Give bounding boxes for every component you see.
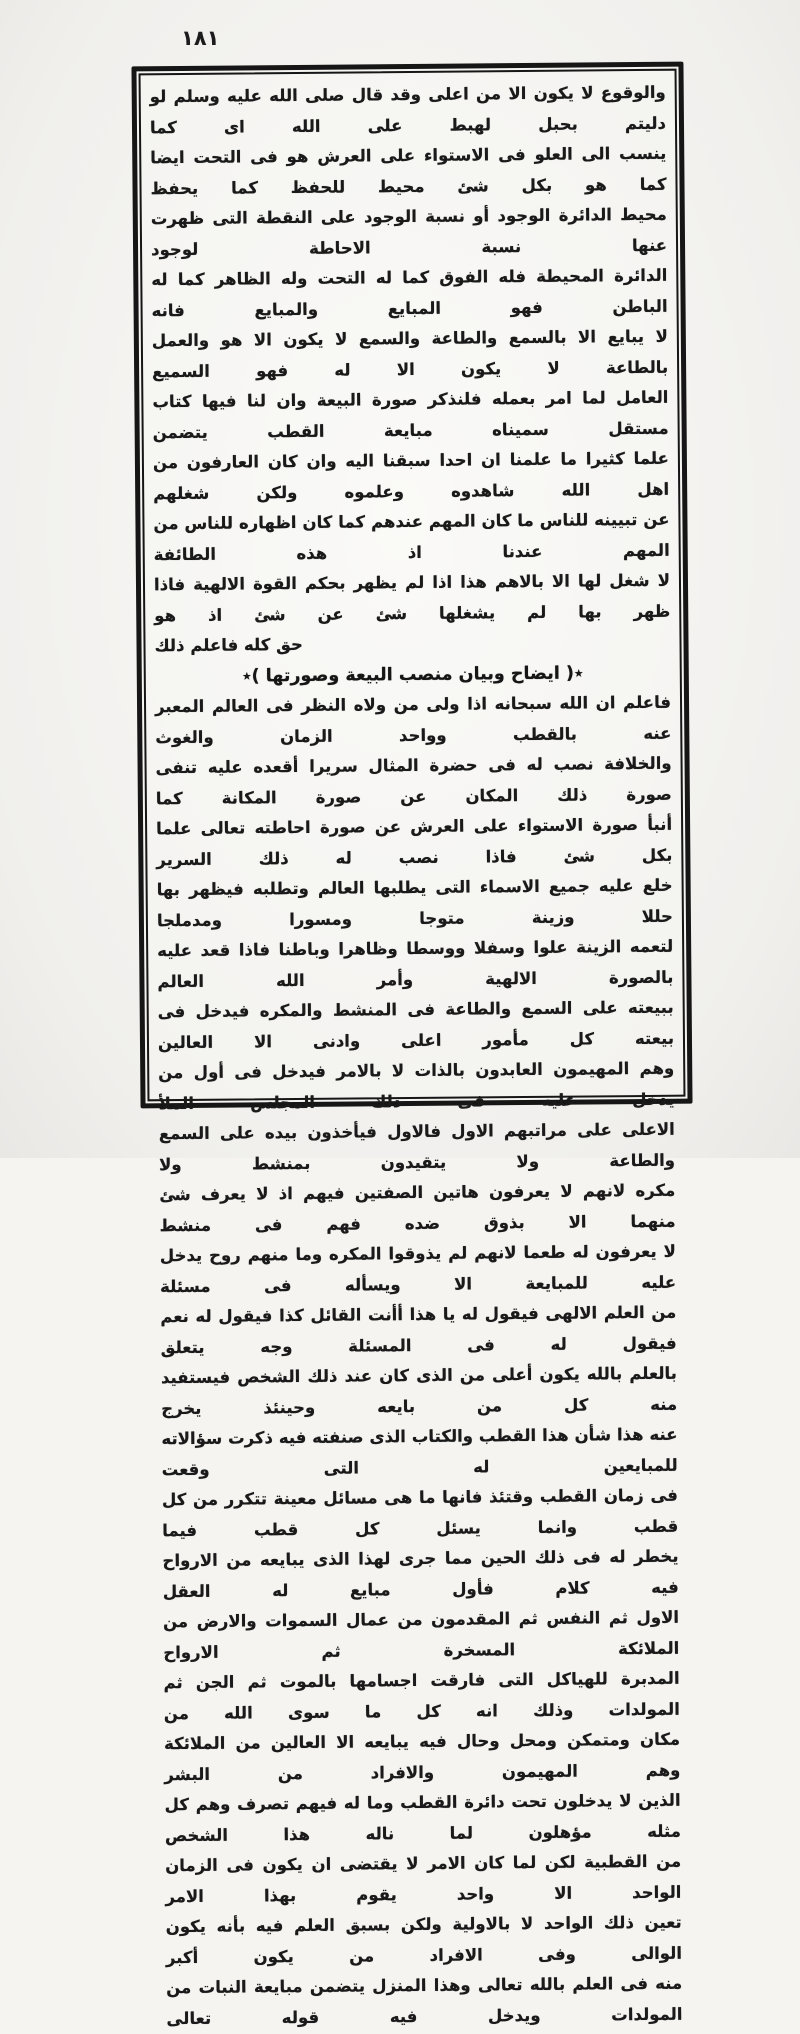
text-line: عن تبيينه للناس ما كان المهم عندهم كما كان اظهاره للناس من المهم عندنا اذ هذه الطائفة [153,509,670,564]
text-line: لا يبايع الا بالسمع والطاعة والسمع لا يكون الا هو والعمل بالطاعة لا يكون الا له فهو السميع [151,326,669,381]
text-line: ينسب الى العلو فى الاستواء على العرش هو فى التحت ايضا كما هو بكل شئ محيط للحفظ كما يحفظ [150,143,667,198]
text-frame-border [131,62,692,2028]
text-line: ببيعته على السمع والطاعة فى المنشط والمكره فيدخل فى بيعته كل مأمور اعلى وادنى الا العالين [157,997,675,1052]
text-line: مكان ومتمكن ومحل وحال فيه يبايعه الا العالين من الملائكة وهم المهيمون والافراد من البشر [164,1729,681,1784]
text-line: تعين ذلك الواحد لا بالاولية ولكن بسبق العلم فيه بأنه يكون الوالى وفى الافراد من يكون أكبر [165,1912,683,1967]
text-line: من العلم الالهى فيقول له يا هذا أأنت القائل كذا فيقول له نعم فيقول له فى المسئلة وجه يتعلق [160,1302,677,1357]
opening-paragraph-closing-line: حق كله فاعلم ذلك [154,634,303,656]
text-line: فاعلم ان الله سبحانه اذا ولى من ولاه النظر فى العالم المعبر عنه بالقطب وواحد الزمان والغوث [154,692,672,747]
text-line: منه فى العلم بالله تعالى وهذا المنزل يتضمن مبايعة النبات من المولدات ويدخل فيه قوله تعالى [166,1973,683,2028]
text-line: والخلافة نصب له فى حضرة المثال سريرا أقعده عليه تنفى صورة ذلك المكان عن صورة المكانة كما [155,753,672,808]
text-line: العامل لما امر بعمله فلنذكر صورة البيعة وان لنا فيها كتاب مستقل سميناه مبايعة القطب يتضمن [152,387,669,442]
text-line: المدبرة للهياكل التى فارقت اجسامها بالموت ثم الجن ثم المولدات وذلك انه كل ما سوى الله من [163,1668,680,1723]
text-line: بالعلم بالله يكون أعلى من الذى كان عند ذلك الشخص فيستفيد منه كل من بايعه وحينئذ يخرج [160,1363,678,1418]
text-line: لا شغل لها الا بالاهم هذا اذا لم يظهر بحكم القوة الالهية فاذا ظهر بها لم يشغلها شئ عن شئ اذ هو [153,570,671,625]
text-line: محيط الدائرة الوجود أو نسبة الوجود على النقطة التى ظهرت عنها نسبة الاحاطة لوجود [150,204,668,259]
text-line: خلع عليه جميع الاسماء التى يطلبها العالم وتطلبه فيظهر بها حللا وزينة متوجا ومسورا ومدملجا [156,875,673,930]
text-line: والوقوع لا يكون الا من اعلى وقد قال صلى الله عليه وسلم لو دليتم بحبل لهبط على الله اى كما [149,82,667,137]
text-line: وهم المهيمون العابدون بالذات لا بالامر فيدخل فى أول من يدخل عليه فى ذلك المجلس الملأ [158,1058,675,1113]
text-line: لتعمه الزينة علوا وسفلا ووسطا وظاهرا وباطنا فاذا قعد عليه بالصورة الالهية وأمر الله العالم [157,936,674,991]
text-line: مكره لانهم لا يعرفون هاتين الصفتين فيهم اذ لا يعرف شئ منهما الا بذوق ضده فهم فى منشط [159,1180,676,1235]
text-line: علما كثيرا ما علمنا ان احدا سبقنا اليه وان كان العارفون من اهل الله شاهدوه وعلموه ولكن شغلهم [152,448,670,503]
section-paragraph [155,688,683,2034]
text-frame-inner [139,69,686,2028]
opening-paragraph [150,78,671,631]
text-line: يخطر له فى ذلك الحين مما جرى لهذا الذى يبايعه من الارواح فيه كلام فأول مبايع له العقل [162,1546,679,1601]
text-line: الدائرة المحيطة فله الفوق كما له التحت وله الظاهر كما له الباطن فهو المبايع والمبايع فانه [151,265,668,320]
page-number: ١٨١ [181,26,220,50]
section-heading: ٭( ايضاح وبيان منصب البيعة وصورتها )٭ [242,663,584,686]
text-line: أنبأ صورة الاستواء على العرش عن صورة احاطته تعالى علما بكل شئ فاذا نصب له ذلك السرير [156,814,673,869]
text-line: الاول ثم النفس ثم المقدمون من عمال السموات والارض من الملائكة المسخرة ثم الارواح [162,1607,680,1662]
text-line: لا يعرفون له طعما لانهم لم يذوقوا المكره وما منهم روح يدخل عليه للمبايعة الا ويسأله فى مسئلة [159,1241,677,1296]
text-line: الذين لا يدخلون تحت دائرة القطب وما له فيهم تصرف وهم كل مثله مؤهلون لما ناله هذا الشخص [164,1790,681,1845]
text-line: من القطبية لكن لما كان الامر لا يقتضى ان يكون فى الزمان الواحد الا واحد يقوم بهذا الامر [165,1851,682,1906]
text-line: عنه هذا شأن هذا القطب والكتاب الذى صنفته فيه ذكرت سؤالاته للمبايعين له التى وقعت [161,1424,678,1479]
text-line: الاعلى على مراتبهم الاول فالاول فيأخذون بيده على السمع والطاعة ولا يتقيدون بمنشط ولا [158,1119,676,1174]
text-line: فى زمان القطب وقتئذ فانها ما هى مسائل معينة تتكرر من كل قطب وانما يسئل كل قطب فيما [161,1485,679,1540]
